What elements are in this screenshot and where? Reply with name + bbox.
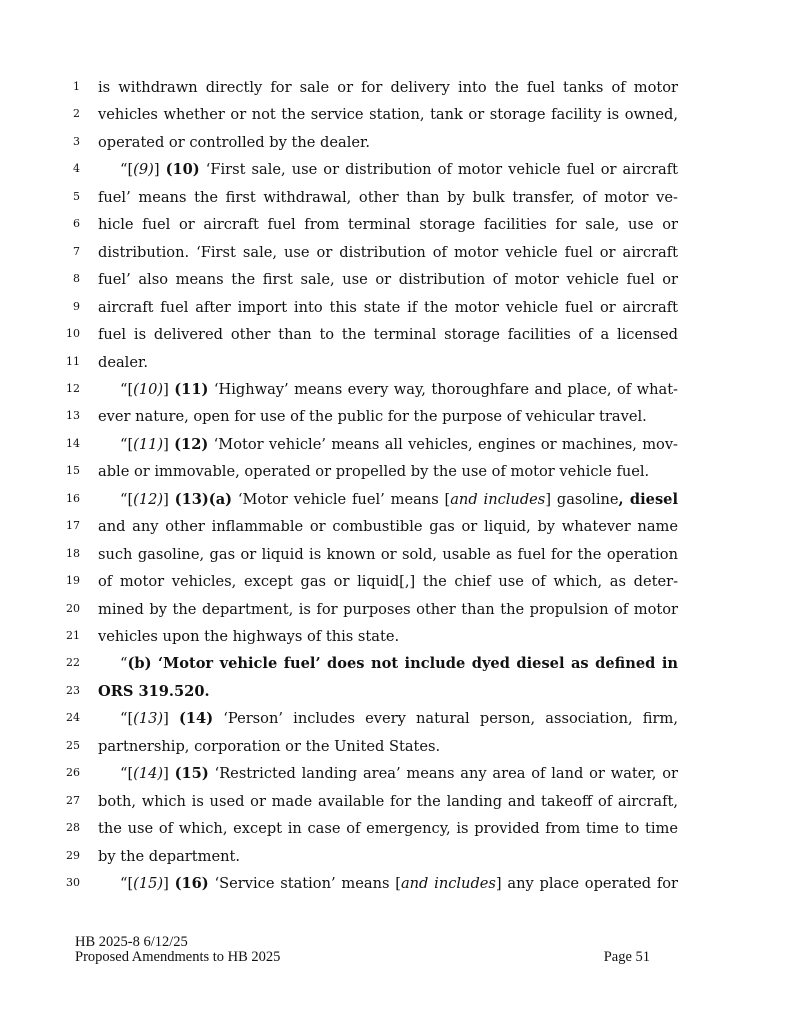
line-number: 3 bbox=[73, 134, 80, 148]
text-segment: aircraft fuel after import into this state if the motor vehicle fuel or aircraft bbox=[98, 298, 678, 316]
text-segment: ‘Person’ includes every natural person, association, firm, bbox=[213, 710, 678, 728]
text-segment: fuel’ means the first withdrawal, other than by bulk transfer, of motor ve- bbox=[98, 188, 678, 206]
bold-amendment-text: (14) bbox=[178, 710, 214, 728]
text-line bbox=[0, 211, 800, 239]
text-segment: “[ bbox=[120, 380, 134, 398]
line-number: 19 bbox=[66, 574, 80, 588]
text-segment: ] bbox=[163, 875, 175, 893]
text-line bbox=[0, 349, 800, 377]
line-text bbox=[120, 486, 678, 514]
text-line bbox=[0, 733, 800, 761]
text-line bbox=[0, 705, 800, 733]
text-segment: ] gasoline bbox=[545, 490, 619, 508]
text-segment: dealer. bbox=[98, 353, 148, 371]
bold-amendment-text: (10) bbox=[165, 161, 200, 179]
text-segment: is withdrawn directly for sale or for delivery into the fuel tanks of motor bbox=[98, 79, 678, 96]
line-text bbox=[98, 596, 678, 624]
line-number: 8 bbox=[73, 272, 80, 286]
text-segment: ] any place operated for bbox=[495, 875, 678, 893]
line-text bbox=[98, 239, 678, 267]
text-segment: ‘Highway’ means every way, thoroughfare and place, of what- bbox=[208, 380, 678, 398]
text-line bbox=[0, 156, 800, 184]
footer-amendment-title: Proposed Amendments to HB 2025 bbox=[75, 949, 281, 965]
line-text bbox=[120, 376, 678, 404]
text-segment: hicle fuel or aircraft fuel from terminal storage facilities for sale, use or bbox=[98, 216, 678, 234]
line-text bbox=[98, 513, 678, 541]
line-number: 2 bbox=[73, 107, 80, 121]
text-segment: “[ bbox=[120, 710, 134, 728]
line-number: 18 bbox=[66, 546, 80, 560]
line-text bbox=[98, 321, 678, 349]
bold-amendment-text: (15) bbox=[174, 765, 209, 783]
line-number: 5 bbox=[73, 189, 80, 203]
italic-deleted-text: (14) bbox=[133, 765, 164, 783]
text-segment: ‘Motor vehicle’ means all vehicles, engines or machines, mov- bbox=[208, 435, 678, 453]
text-line bbox=[0, 760, 800, 788]
text-line bbox=[0, 678, 800, 706]
line-text bbox=[98, 129, 678, 157]
line-text bbox=[98, 349, 678, 377]
line-text bbox=[120, 705, 678, 733]
italic-deleted-text: (11) bbox=[133, 435, 164, 453]
line-number: 24 bbox=[66, 711, 80, 725]
line-text bbox=[98, 101, 678, 129]
line-text bbox=[120, 760, 678, 788]
line-number: 28 bbox=[66, 821, 80, 835]
text-segment: of motor vehicles, except gas or liquid[,] the chief use of which, as deter- bbox=[98, 573, 678, 591]
bold-amendment-text: (11) bbox=[174, 380, 209, 398]
text-segment: ‘Motor vehicle fuel’ means [ bbox=[232, 490, 451, 508]
text-line bbox=[0, 650, 800, 678]
text-segment: vehicles whether or not the service station, tank or storage facility is owned, bbox=[98, 106, 678, 124]
bold-amendment-text: (12) bbox=[174, 435, 209, 453]
text-segment: and any other inflammable or combustible gas or liquid, by whatever name bbox=[98, 518, 678, 536]
page-number: Page 51 bbox=[603, 949, 650, 965]
text-segment: ‘Restricted landing area’ means any area of land or water, or bbox=[208, 765, 678, 783]
text-segment: operated or controlled by the dealer. bbox=[98, 133, 371, 151]
text-segment: ‘Service station’ means [ bbox=[208, 875, 401, 893]
text-line bbox=[0, 184, 800, 212]
footer-amendment-line bbox=[75, 950, 650, 965]
text-line bbox=[0, 596, 800, 624]
line-text bbox=[98, 458, 678, 486]
text-segment: able or immovable, operated or propelled by the use of motor vehicle fuel. bbox=[98, 463, 650, 481]
italic-deleted-text: and includes bbox=[450, 490, 546, 508]
text-segment: ] bbox=[163, 765, 175, 783]
text-segment: “[ bbox=[120, 490, 134, 508]
text-segment: mined by the department, is for purposes other than the propulsion of motor bbox=[98, 600, 678, 618]
text-segment: “ bbox=[120, 655, 128, 673]
text-line bbox=[0, 843, 800, 871]
bold-amendment-text: (13)(a) bbox=[174, 490, 233, 508]
text-segment: fuel’ also means the first sale, use or distribution of motor vehicle fuel or bbox=[98, 271, 678, 289]
line-text bbox=[98, 733, 678, 761]
line-text bbox=[98, 403, 678, 431]
text-line bbox=[0, 568, 800, 596]
text-line bbox=[0, 129, 800, 157]
line-number: 4 bbox=[73, 162, 80, 176]
line-text bbox=[98, 211, 678, 239]
text-segment: “[ bbox=[120, 875, 134, 893]
text-line bbox=[0, 239, 800, 267]
text-line bbox=[0, 266, 800, 294]
line-number: 10 bbox=[66, 327, 80, 341]
text-segment: ‘First sale, use or distribution of motor vehicle fuel or aircraft bbox=[199, 161, 678, 179]
text-line bbox=[0, 321, 800, 349]
text-segment: ] bbox=[163, 490, 175, 508]
line-text bbox=[120, 156, 678, 184]
line-number: 16 bbox=[66, 491, 80, 505]
line-number: 30 bbox=[66, 876, 80, 890]
text-line bbox=[0, 376, 800, 404]
italic-deleted-text: (15) bbox=[133, 875, 164, 893]
line-text bbox=[98, 294, 678, 322]
bold-amendment-text: (16) bbox=[174, 875, 209, 893]
line-number: 22 bbox=[66, 656, 80, 670]
text-line bbox=[0, 541, 800, 569]
text-line bbox=[0, 101, 800, 129]
line-number: 17 bbox=[66, 519, 80, 533]
text-line bbox=[0, 788, 800, 816]
line-text bbox=[98, 623, 678, 651]
text-segment: “[ bbox=[120, 765, 134, 783]
text-segment: ] bbox=[153, 161, 166, 179]
italic-deleted-text: (10) bbox=[133, 380, 164, 398]
bold-amendment-text: ORS 319.520. bbox=[98, 682, 210, 700]
text-line bbox=[0, 294, 800, 322]
text-line bbox=[0, 870, 800, 898]
text-segment: ever nature, open for use of the public for the purpose of vehicular travel. bbox=[98, 408, 647, 426]
italic-deleted-text: (9) bbox=[133, 161, 154, 179]
italic-deleted-text: (12) bbox=[133, 490, 164, 508]
text-segment: “[ bbox=[120, 435, 134, 453]
text-segment: both, which is used or made available for the landing and takeoff of aircraft, bbox=[98, 792, 678, 810]
text-segment: ] bbox=[163, 435, 175, 453]
text-segment: by the department. bbox=[98, 847, 241, 865]
text-line bbox=[0, 458, 800, 486]
text-segment: vehicles upon the highways of this state. bbox=[98, 628, 400, 645]
line-text bbox=[98, 541, 678, 569]
line-number: 26 bbox=[66, 766, 80, 780]
bold-amendment-text: , diesel bbox=[618, 490, 678, 508]
line-number: 12 bbox=[66, 381, 80, 395]
line-text bbox=[120, 431, 678, 459]
line-text bbox=[120, 650, 678, 678]
line-number: 9 bbox=[73, 299, 80, 313]
text-segment: ] bbox=[163, 380, 175, 398]
line-number: 1 bbox=[73, 80, 80, 93]
line-number: 29 bbox=[66, 848, 80, 862]
line-number: 15 bbox=[66, 464, 80, 478]
text-line bbox=[0, 486, 800, 514]
line-text bbox=[98, 266, 678, 294]
line-number: 13 bbox=[66, 409, 80, 423]
bold-amendment-text: (b) ‘Motor vehicle fuel’ does not include dyed diesel as defined in bbox=[127, 655, 678, 673]
text-line bbox=[0, 815, 800, 843]
text-line bbox=[0, 431, 800, 459]
italic-deleted-text: (13) bbox=[133, 710, 164, 728]
italic-deleted-text: and includes bbox=[400, 875, 496, 893]
line-text bbox=[98, 74, 678, 102]
line-number: 11 bbox=[66, 354, 80, 368]
line-number: 14 bbox=[66, 436, 80, 450]
line-text bbox=[98, 184, 678, 212]
line-text bbox=[98, 815, 678, 843]
line-text bbox=[98, 678, 678, 706]
line-number: 6 bbox=[73, 217, 80, 231]
text-segment: such gasoline, gas or liquid is known or sold, usable as fuel for the operation bbox=[98, 545, 678, 563]
text-segment: the use of which, except in case of emergency, is provided from time to time bbox=[98, 820, 678, 838]
line-text bbox=[98, 788, 678, 816]
text-segment: distribution. ‘First sale, use or distribution of motor vehicle fuel or aircraft bbox=[98, 243, 678, 261]
line-number: 25 bbox=[66, 738, 80, 752]
line-number: 20 bbox=[66, 601, 80, 615]
line-number: 23 bbox=[66, 683, 80, 697]
text-segment: fuel is delivered other than to the terminal storage facilities of a licensed bbox=[98, 326, 678, 344]
line-text bbox=[98, 568, 678, 596]
text-line bbox=[0, 623, 800, 651]
footer-bill-line bbox=[75, 935, 650, 950]
line-text bbox=[98, 843, 678, 871]
text-line bbox=[0, 513, 800, 541]
line-number: 21 bbox=[66, 629, 80, 642]
line-text bbox=[120, 870, 678, 898]
line-number: 7 bbox=[73, 244, 80, 258]
text-segment: partnership, corporation or the United States. bbox=[98, 737, 441, 755]
text-line bbox=[0, 403, 800, 431]
text-line bbox=[0, 74, 800, 102]
text-segment: “[ bbox=[120, 161, 134, 179]
footer-bill-id: HB 2025-8 6/12/25 bbox=[75, 934, 188, 950]
line-number: 27 bbox=[66, 793, 80, 807]
text-segment: ] bbox=[163, 710, 179, 728]
